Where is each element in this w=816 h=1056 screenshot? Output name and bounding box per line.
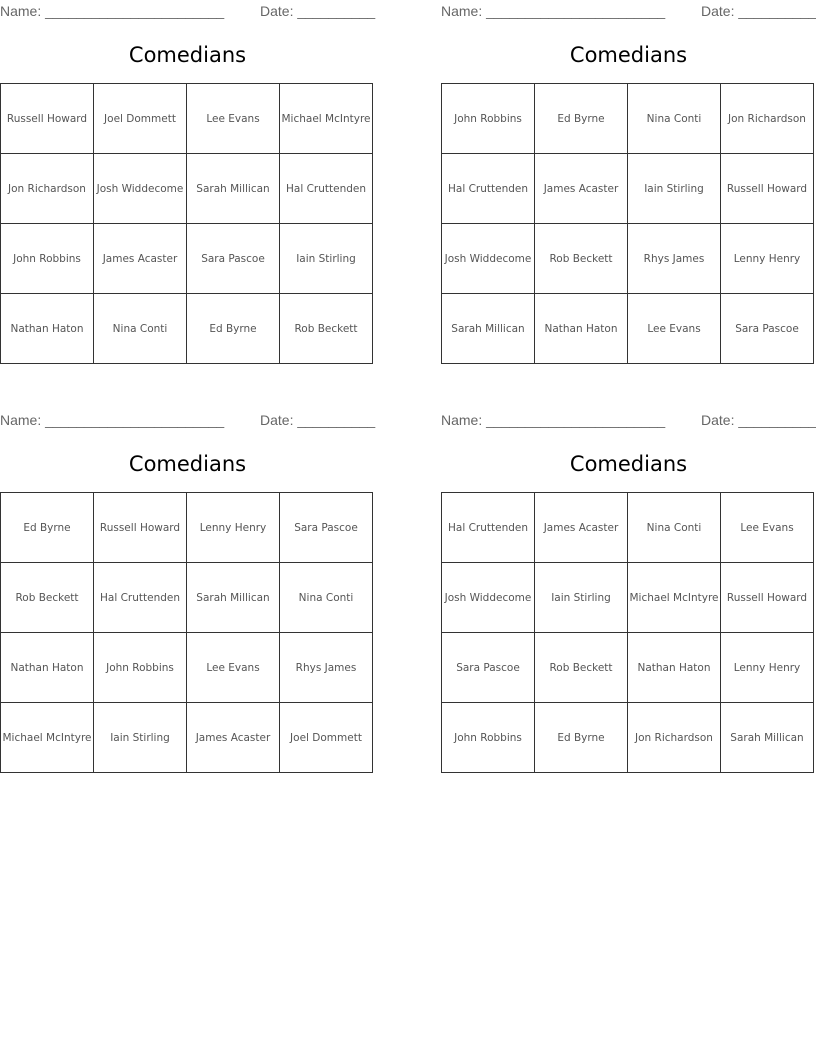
card-title: Comedians (128, 452, 247, 476)
grid-cell: Rob Beckett (535, 633, 628, 703)
grid-cell: Russell Howard (721, 154, 814, 224)
card-header (0, 409, 375, 431)
grid-row (442, 493, 814, 563)
grid-cell: Sarah Millican (721, 703, 814, 773)
grid-cell: Russell Howard (94, 493, 187, 563)
grid-cell: Ed Byrne (1, 493, 94, 563)
grid-cell: James Acaster (187, 703, 280, 773)
grid-cell: Sara Pascoe (280, 493, 373, 563)
grid-cell: James Acaster (94, 224, 187, 294)
grid-cell: Russell Howard (721, 563, 814, 633)
grid-cell: Nathan Haton (628, 633, 721, 703)
grid-cell: Ed Byrne (535, 703, 628, 773)
grid-row (442, 563, 814, 633)
grid-cell: John Robbins (442, 703, 535, 773)
grid-cell: Hal Cruttenden (442, 154, 535, 224)
bingo-grid (0, 492, 373, 773)
name-field: Name: _______________________ (0, 3, 225, 19)
grid-cell: Hal Cruttenden (94, 563, 187, 633)
name-field: Name: _______________________ (0, 412, 225, 428)
grid-cell: Joel Dommett (94, 84, 187, 154)
grid-cell: Sarah Millican (187, 563, 280, 633)
grid-cell: Jon Richardson (628, 703, 721, 773)
bingo-card (441, 409, 816, 744)
date-field: Date: __________ (260, 3, 376, 19)
grid-cell: Michael McIntyre (280, 84, 373, 154)
grid-cell: John Robbins (442, 84, 535, 154)
grid-cell: Josh Widdecome (442, 224, 535, 294)
grid-cell: Sarah Millican (187, 154, 280, 224)
card-header (441, 409, 816, 431)
grid-cell: John Robbins (1, 224, 94, 294)
date-field: Date: __________ (701, 412, 816, 428)
grid-cell: Joel Dommett (280, 703, 373, 773)
grid-row (1, 633, 373, 703)
grid-cell: Russell Howard (1, 84, 94, 154)
grid-row (442, 84, 814, 154)
bingo-card (441, 0, 816, 335)
grid-cell: Lenny Henry (721, 633, 814, 703)
grid-cell: Lee Evans (187, 633, 280, 703)
grid-cell: James Acaster (535, 154, 628, 224)
grid-cell: Nina Conti (628, 84, 721, 154)
grid-cell: Sara Pascoe (187, 224, 280, 294)
grid-cell: Rhys James (280, 633, 373, 703)
card-header (441, 0, 816, 22)
grid-cell: Rob Beckett (1, 563, 94, 633)
grid-cell: Michael McIntyre (1, 703, 94, 773)
bingo-grid (441, 492, 814, 773)
grid-cell: Iain Stirling (535, 563, 628, 633)
grid-cell: Hal Cruttenden (280, 154, 373, 224)
grid-cell: Nina Conti (628, 493, 721, 563)
grid-cell: Ed Byrne (187, 294, 280, 364)
bingo-grid (441, 83, 814, 364)
grid-row (442, 224, 814, 294)
grid-cell: Rhys James (628, 224, 721, 294)
grid-cell: Josh Widdecome (94, 154, 187, 224)
name-field: Name: _______________________ (441, 3, 666, 19)
grid-cell: Lee Evans (187, 84, 280, 154)
grid-row (1, 563, 373, 633)
date-field: Date: __________ (260, 412, 376, 428)
grid-row (1, 224, 373, 294)
grid-cell: Sara Pascoe (442, 633, 535, 703)
bingo-grid (0, 83, 373, 364)
grid-cell: Lenny Henry (187, 493, 280, 563)
grid-row (1, 84, 373, 154)
card-title: Comedians (569, 452, 688, 476)
card-title: Comedians (128, 43, 247, 67)
grid-row (1, 493, 373, 563)
grid-row (442, 703, 814, 773)
date-field: Date: __________ (701, 3, 816, 19)
grid-cell: Lee Evans (628, 294, 721, 364)
grid-cell: Lenny Henry (721, 224, 814, 294)
grid-cell: Rob Beckett (535, 224, 628, 294)
bingo-card (0, 0, 376, 335)
grid-cell: Nathan Haton (1, 633, 94, 703)
grid-cell: Nina Conti (94, 294, 187, 364)
grid-cell: Jon Richardson (721, 84, 814, 154)
card-header (0, 0, 375, 22)
grid-row (442, 154, 814, 224)
grid-cell: Sara Pascoe (721, 294, 814, 364)
grid-cell: Rob Beckett (280, 294, 373, 364)
bingo-card (0, 409, 376, 744)
grid-cell: Michael McIntyre (628, 563, 721, 633)
grid-cell: Sarah Millican (442, 294, 535, 364)
grid-cell: James Acaster (535, 493, 628, 563)
grid-cell: Ed Byrne (535, 84, 628, 154)
grid-cell: Iain Stirling (628, 154, 721, 224)
grid-cell: Lee Evans (721, 493, 814, 563)
grid-cell: Nathan Haton (1, 294, 94, 364)
card-title: Comedians (569, 43, 688, 67)
grid-cell: Nina Conti (280, 563, 373, 633)
grid-row (1, 703, 373, 773)
grid-cell: Jon Richardson (1, 154, 94, 224)
grid-cell: Nathan Haton (535, 294, 628, 364)
name-field: Name: _______________________ (441, 412, 666, 428)
grid-cell: Hal Cruttenden (442, 493, 535, 563)
grid-row (1, 154, 373, 224)
grid-cell: Josh Widdecome (442, 563, 535, 633)
grid-row (442, 633, 814, 703)
grid-cell: Iain Stirling (280, 224, 373, 294)
grid-row (442, 294, 814, 364)
grid-row (1, 294, 373, 364)
grid-cell: John Robbins (94, 633, 187, 703)
grid-cell: Iain Stirling (94, 703, 187, 773)
